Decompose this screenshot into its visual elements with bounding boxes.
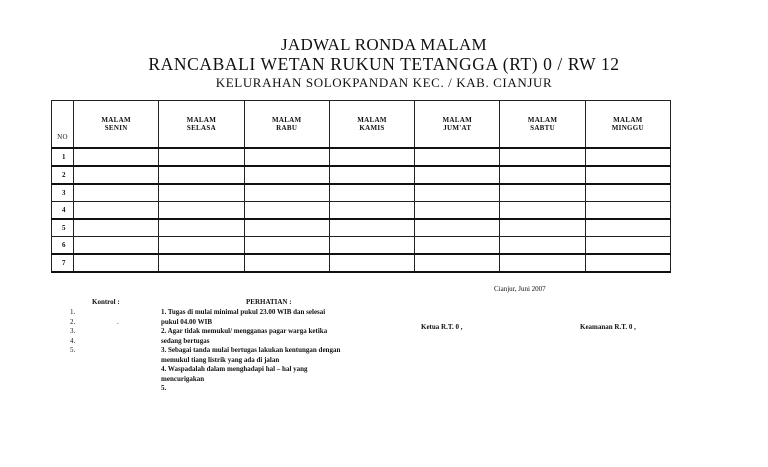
table-row [52, 202, 671, 220]
no-column-header: NO [52, 101, 74, 149]
table-cell [500, 166, 585, 184]
table-cell [415, 184, 500, 202]
table-cell [329, 166, 414, 184]
ketua-signature-label: Ketua R.T. 0 , [421, 323, 463, 331]
table-cell [329, 219, 414, 237]
list-item: 4. [70, 336, 76, 345]
table-row [52, 148, 671, 166]
table-header-row [52, 101, 671, 149]
table-row [52, 166, 671, 184]
table-cell [244, 254, 329, 272]
table-cell [415, 219, 500, 237]
table-cell [329, 254, 414, 272]
table-cell [74, 202, 159, 220]
table-cell [415, 166, 500, 184]
table-cell [74, 148, 159, 166]
column-header-senin: MALAM SENIN [74, 101, 159, 149]
table-cell [415, 202, 500, 220]
table-cell [244, 237, 329, 255]
table-row [52, 254, 671, 272]
list-item: 1. Tugas di mulai minimal pukul 23.00 WIB dan selesai [161, 308, 326, 316]
perhatian-notes [161, 308, 340, 394]
table-cell [329, 148, 414, 166]
table-cell [500, 148, 585, 166]
list-item: 3. [70, 327, 76, 335]
table-cell [159, 237, 244, 255]
kontrol-label: Kontrol : [92, 298, 120, 306]
table-cell [585, 148, 670, 166]
perhatian-title: PERHATIAN : [246, 298, 292, 306]
list-item: 4. Waspadalah dalam menghadapi hal – hal yang [161, 365, 308, 373]
table-cell [159, 184, 244, 202]
list-item: 3. Sebagai tanda mulai bertugas lakukan kentungan dengan [161, 346, 341, 354]
list-item: 5. [161, 384, 167, 392]
keamanan-signature-label: Keamanan R.T. 0 , [580, 323, 636, 331]
row-number: 3 [52, 184, 74, 202]
table-cell [159, 202, 244, 220]
document-title: JADWAL RONDA MALAM [281, 35, 487, 54]
table-cell [244, 219, 329, 237]
table-cell [585, 184, 670, 202]
table-cell [159, 254, 244, 272]
list-item: mencurigakan [161, 374, 205, 383]
table-cell [74, 166, 159, 184]
list-item: 5. [70, 346, 76, 354]
table-cell [244, 202, 329, 220]
column-header-sabtu: MALAM SABTU [500, 101, 585, 149]
table-cell [244, 166, 329, 184]
list-item: pukul 04.00 WIB [161, 317, 213, 326]
table-cell [329, 237, 414, 255]
table-row [52, 184, 671, 202]
row-number: 1 [52, 148, 74, 166]
table-cell [74, 254, 159, 272]
table-row [52, 219, 671, 237]
column-header-selasa: MALAM SELASA [159, 101, 244, 149]
table-cell [500, 202, 585, 220]
table-cell [159, 219, 244, 237]
table-cell [585, 254, 670, 272]
table-cell [244, 148, 329, 166]
table-cell [500, 254, 585, 272]
table-cell [415, 254, 500, 272]
table-cell [585, 219, 670, 237]
list-item: 2. [70, 317, 76, 326]
table-cell [159, 166, 244, 184]
kontrol-dot: . [117, 318, 119, 326]
table-cell [415, 237, 500, 255]
list-item: sedang bertugas [161, 336, 210, 345]
table-cell [585, 202, 670, 220]
list-item: 1. [70, 308, 76, 316]
column-header-jumat: MALAM JUM'AT [415, 101, 500, 149]
table-row [52, 237, 671, 255]
table-cell [585, 166, 670, 184]
table-cell [159, 148, 244, 166]
table-cell [329, 184, 414, 202]
rt-rw-subtitle: RANCABALI WETAN RUKUN TETANGGA (RT) 0 / RW 12 [148, 54, 620, 74]
table-cell [74, 219, 159, 237]
table-cell [415, 148, 500, 166]
row-number: 4 [52, 202, 74, 220]
row-number: 7 [52, 254, 74, 272]
table-cell [74, 237, 159, 255]
table-cell [244, 184, 329, 202]
table-cell [585, 237, 670, 255]
kontrol-number-list [70, 308, 75, 356]
row-number: 6 [52, 237, 74, 255]
column-header-kamis: MALAM KAMIS [329, 101, 414, 149]
schedule-table [51, 100, 671, 273]
row-number: 5 [52, 219, 74, 237]
table-cell [500, 184, 585, 202]
table-cell [329, 202, 414, 220]
list-item: 2. Agar tidak memukul/ mengganas pagar warga ketika [161, 327, 328, 335]
kelurahan-subtitle: KELURAHAN SOLOKPANDAN KEC. / KAB. CIANJUR [215, 75, 553, 90]
row-number: 2 [52, 166, 74, 184]
table-cell [74, 184, 159, 202]
column-header-minggu: MALAM MINGGU [585, 101, 670, 149]
table-cell [500, 237, 585, 255]
column-header-rabu: MALAM RABU [244, 101, 329, 149]
list-item: memukul tiang listrik yang ada di jalan [161, 355, 280, 364]
table-cell [500, 219, 585, 237]
place-date: Cianjur, Juni 2007 [494, 285, 546, 293]
